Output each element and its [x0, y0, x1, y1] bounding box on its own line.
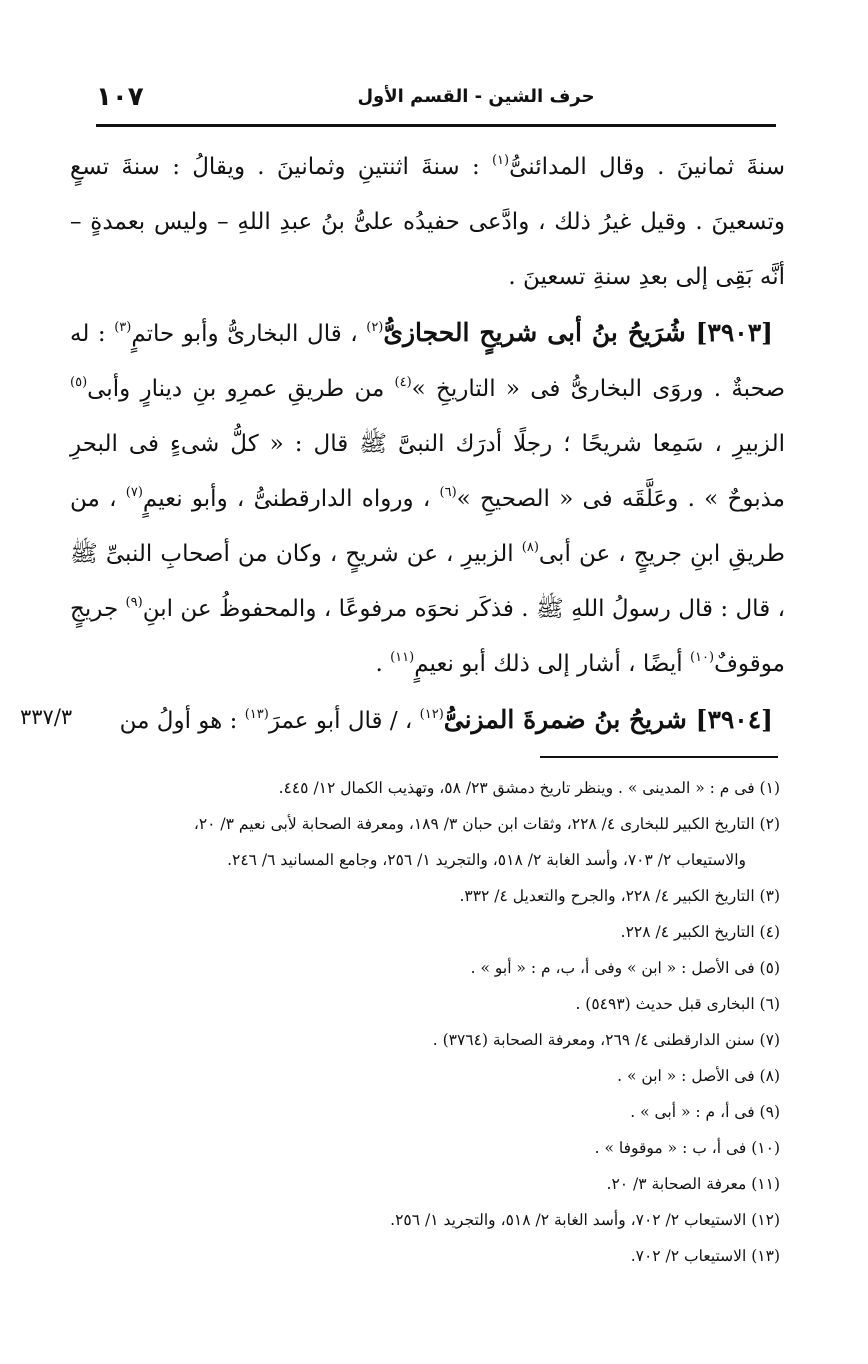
footnote-3: (٣) التاريخ الكبير ٤/ ٢٢٨، والجرح والتعديل ٤/ ٣٣٢.	[459, 887, 780, 905]
footnote-2-continued: والاستيعاب ٢/ ٧٠٣، وأسد الغابة ٢/ ٥١٨، والتجريد ١/ ٢٥٦، وجامع المسانيد ٦/ ٢٤٦.	[227, 851, 746, 869]
footnote-8: (٨) فى الأصل : « ابن » .	[617, 1067, 780, 1085]
footnote-1: (١) فى م : « المدينى » . وينظر تاريخ دمشق ٢٣/ ٥٨، وتهذيب الكمال ١٢/ ٤٤٥.	[278, 779, 780, 797]
entry-text: ، قال البخارىُّ وأبو حاتمٍ	[131, 321, 367, 347]
intro-text-1: سنةَ ثمانينَ . وقال المدائنىُّ	[509, 154, 785, 180]
entry-text: .	[375, 651, 391, 677]
entry-text: جريجٍ موقوفٌ	[70, 596, 785, 677]
entry-text: أيضًا ، أشار إلى ذلك أبو نعيمٍ	[414, 651, 690, 677]
footnote-ref-12: (١٢)	[419, 707, 444, 722]
footnote-ref-1: (١)	[491, 153, 510, 168]
entry-3903	[70, 305, 785, 692]
footnote-2: (٢) التاريخ الكبير للبخارى ٤/ ٢٢٨، وثقات ابن حبان ٣/ ١٨٩، ومعرفة الصحابة لأبى نعيم ٣/ ٢٠،	[193, 815, 780, 833]
entry-text: الزبيرِ ، سَمِعا شريحًا ؛ رجلًا أدرَك النبىَّ ﷺ قال : « كلُّ شىءٍ فى البحرِ مذبوحٌ » . وعَلَّقَه فى « الصحيحِ »	[70, 431, 786, 512]
footnotes	[96, 770, 780, 1274]
main-text	[70, 140, 785, 749]
footnote-10: (١٠) فى أ، ب : « موقوفا » .	[594, 1139, 780, 1157]
footnote-4: (٤) التاريخ الكبير ٤/ ٢٢٨.	[620, 923, 780, 941]
footnote-ref-6: (٦)	[439, 485, 457, 500]
footnote-11: (١١) معرفة الصحابة ٣/ ٢٠.	[606, 1175, 780, 1193]
entry-text: من طريقِ عمرِو بنِ دينارٍ وأبى	[87, 376, 395, 402]
footnote-ref-10: (١٠)	[689, 650, 715, 665]
footnote-ref-2: (٢)	[366, 320, 384, 335]
entry-text: : له صحبةٌ . وروَى البخارىُّ فى « التاريخِ »	[70, 321, 785, 402]
footnote-ref-11: (١١)	[390, 650, 415, 665]
footnote-ref-5: (٥)	[70, 375, 88, 390]
margin-reference: ٣٣٧/٣	[20, 705, 73, 729]
footnote-6: (٦) البخارى قبل حديث (٥٤٩٣) .	[575, 995, 780, 1013]
footnote-divider	[540, 756, 778, 758]
entry-name: شريحُ بنُ ضمرةَ المزنىُّ	[443, 705, 696, 734]
footnote-12: (١٢) الاستيعاب ٢/ ٧٠٢، وأسد الغابة ٢/ ٥١٨، والتجريد ١/ ٢٥٦.	[390, 1211, 780, 1229]
footnote-ref-4: (٤)	[394, 375, 412, 390]
running-head: حرف الشين - القسم الأول	[357, 86, 595, 107]
footnote-ref-9: (٩)	[125, 595, 143, 610]
entry-text: ، من طريقِ ابنِ جريجٍ ، عن أبى	[70, 486, 785, 567]
footnote-ref-3: (٣)	[114, 320, 132, 335]
footnote-9: (٩) فى أ، م : « أبى » .	[630, 1103, 780, 1121]
entry-text: : هو أولُ من	[119, 708, 245, 734]
footnote-13: (١٣) الاستيعاب ٢/ ٧٠٢.	[630, 1247, 780, 1265]
intro-text-2: : سنةَ اثنتينِ وثمانينَ . ويقالُ : سنةَ تسعٍ وتسعينَ . وقيل غيرُ ذلك ، وادَّعى حفيدُه علىُّ بنُ عبدِ اللهِ – وليس بعمدةٍ – أنَّه بَقِى إلى بعدِ سنةِ تسعينَ .	[70, 154, 785, 290]
entry-3904	[70, 692, 785, 749]
entry-text: ، ورواه الدارقطنىُّ ، وأبو نعيمٍ	[142, 486, 440, 512]
footnote-ref-7: (٧)	[125, 485, 143, 500]
page-number: ١٠٧	[96, 82, 144, 112]
entry-number: [٣٩٠٣]	[695, 318, 773, 347]
footnote-ref-13: (١٣)	[244, 707, 269, 722]
page-header	[96, 82, 776, 127]
entry-number: [٣٩٠٤]	[695, 705, 773, 734]
entry-text: الزبيرِ ، عن شريحٍ ، وكان من أصحابِ النبىِّ ﷺ ، قال : قال رسولُ اللهِ ﷺ . فذكَر نحوَه مرفوعًا ، والمحفوظُ عن ابنِ	[70, 541, 785, 622]
footnote-7: (٧) سنن الدارقطنى ٤/ ٢٦٩، ومعرفة الصحابة (٣٧٦٤) .	[432, 1031, 780, 1049]
footnote-ref-8: (٨)	[521, 540, 539, 555]
intro-paragraph	[70, 140, 785, 305]
entry-name: شُرَيحُ بنُ أبى شريحٍ الحجازىُّ	[383, 318, 696, 347]
entry-text: ، / قال أبو عمرَ	[268, 708, 420, 734]
footnote-5: (٥) فى الأصل : « ابن » وفى أ، ب، م : « أبو » .	[470, 959, 780, 977]
